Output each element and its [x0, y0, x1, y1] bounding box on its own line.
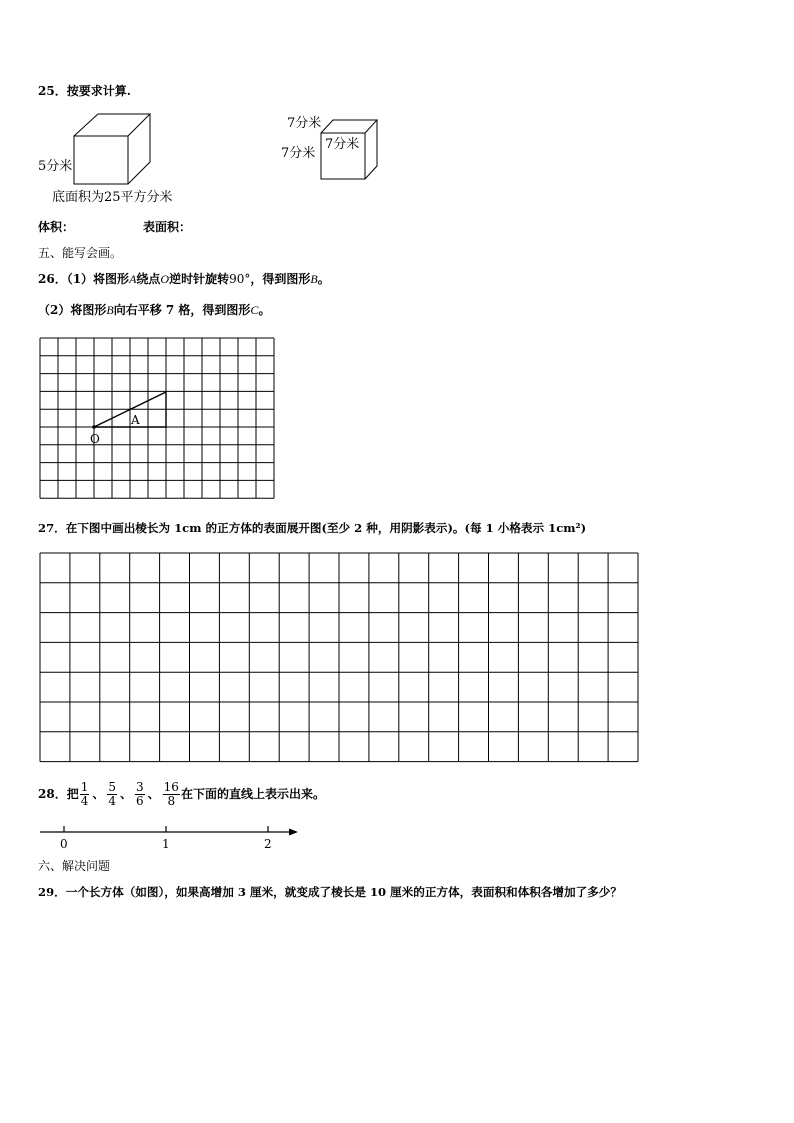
- tick-label-0: 0: [60, 837, 68, 851]
- section-5-heading: 五、能写会画。: [38, 246, 123, 260]
- cube-label-left: 7分米: [281, 146, 316, 161]
- q28-prefix: 28．把: [38, 787, 79, 801]
- q29-text: 29．一个长方体（如图），如果高增加 3 厘米，就变成了棱长是 10 厘米的正方体，表面积和体积各增加了多少？: [38, 885, 622, 899]
- q26-part1-text-a: 26．（1）将图形: [38, 272, 130, 286]
- q26-part2-var-c: C: [250, 303, 259, 317]
- cube-label-face: 7分米: [325, 137, 360, 152]
- volume-label: 体积：: [38, 220, 75, 234]
- q26-part1-text-e: 。: [317, 272, 330, 286]
- fraction-numerator: 5: [108, 780, 116, 794]
- q26-part2-text-a: （2）将图形: [38, 303, 107, 317]
- cuboid-base-label: 底面积为25平方分米: [52, 190, 173, 205]
- tick-label-1: 1: [162, 837, 170, 851]
- q26-part1-text-b: 绕点: [136, 272, 161, 286]
- fraction-separator: 、: [92, 787, 105, 801]
- fraction-numerator: 3: [136, 780, 144, 794]
- cube-label-top: 7分米: [287, 116, 322, 131]
- shape-a-label: A: [131, 413, 140, 427]
- section-6-heading: 六、解决问题: [38, 859, 111, 873]
- cuboid-height-label: 5分米: [38, 159, 73, 174]
- tick-label-2: 2: [264, 837, 272, 851]
- number-line-arrow-icon: [289, 829, 298, 836]
- q26-part1-angle: 90°: [229, 272, 251, 286]
- q26-part1-var-b: B: [310, 272, 318, 286]
- fraction-numerator: 16: [163, 780, 179, 794]
- q26-part1-var-o: O: [160, 272, 170, 286]
- fraction-denominator: 6: [136, 794, 144, 808]
- q25-title: 25．按要求计算.: [38, 84, 131, 98]
- q26-part1-text-c: 逆时针旋转: [169, 272, 230, 286]
- fraction-separator: 、: [147, 787, 160, 801]
- q28-suffix: 在下面的直线上表示出来。: [180, 787, 325, 801]
- fraction-denominator: 4: [80, 794, 89, 808]
- q26-part1-text-d: ，得到图形: [250, 272, 311, 286]
- q27-text: 27．在下图中画出棱长为 1cm 的正方体的表面展开图(至少 2 种，用阴影表示)。(每 1 小格表示 1cm²): [38, 521, 587, 535]
- fraction-numerator: 1: [80, 780, 89, 794]
- fraction-separator: 、: [120, 787, 133, 801]
- q26-part1-var-a: A: [129, 272, 137, 286]
- surface-area-label: 表面积：: [143, 220, 192, 234]
- fraction-denominator: 8: [167, 794, 176, 808]
- q26-part2-text-b: 向右平移 7 格，得到图形: [113, 303, 251, 317]
- q26-part2-var-b: B: [106, 303, 114, 317]
- point-o-label: O: [90, 432, 100, 446]
- q26-part2-text-c: 。: [258, 303, 271, 317]
- fraction-denominator: 4: [108, 794, 116, 808]
